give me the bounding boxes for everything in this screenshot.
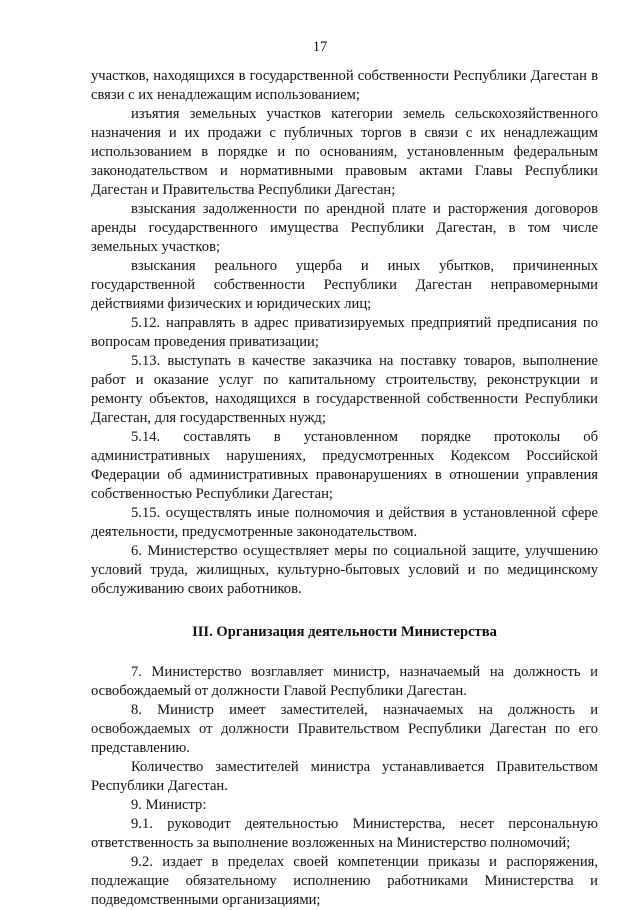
paragraph: 5.13. выступать в качестве заказчика на поставку товаров, выполнение работ и оказание услуг по капитальному строительству, реконструкции и ремонту объектов, находящихся в государственной собственности Республики Дагестан, для государственных нужд; xyxy=(91,353,598,426)
paragraph: 9.1. руководит деятельностью Министерства, несет персональную ответственность за выполнение возложенных на Министерство полномочий; xyxy=(91,816,598,851)
section-heading: III. Организация деятельности Министерства xyxy=(192,624,497,640)
paragraph: 5.12. направлять в адрес приватизируемых предприятий предписания по вопросам проведения приватизации; xyxy=(91,315,598,350)
paragraph: Количество заместителей министра устанавливается Правительством Республики Дагестан. xyxy=(91,759,598,794)
paragraphs-before-heading xyxy=(91,67,598,599)
paragraph: 9. Министр: xyxy=(131,797,207,813)
paragraph: взыскания задолженности по арендной плате и расторжения договоров аренды государственного имущества Республики Дагестан, в том числе земельных участков; xyxy=(91,201,598,255)
paragraph: участков, находящихся в государственной собственности Республики Дагестан в связи с их ненадлежащим использованием; xyxy=(91,68,598,103)
paragraph: 5.14. составлять в установленном порядке протоколы об административных нарушениях, предусмотренных Кодексом Российской Федерации об административных правонарушениях в отношении управления собственностью Республики Дагестан; xyxy=(91,429,598,502)
paragraph: изъятия земельных участков категории земель сельскохозяйственного назначения и их продажи с публичных торгов в связи с их ненадлежащим использованием в порядке и по основаниям, установленным федеральным законодательством и нормативными правовым актами Главы Республики Дагестан и Правительства Республики Дагестан; xyxy=(91,106,598,198)
paragraph: 8. Министр имеет заместителей, назначаемых на должность и освобождаемых от должности Правительством Республики Дагестан по его представлению. xyxy=(91,702,598,756)
paragraph: взыскания реального ущерба и иных убытков, причиненных государственной собственности Республики Дагестан неправомерными действиями физических и юридических лиц; xyxy=(91,258,598,312)
paragraph: 7. Министерство возглавляет министр, назначаемый на должность и освобождаемый от должности Главой Республики Дагестан. xyxy=(91,664,598,699)
paragraph: 5.15. осуществлять иные полномочия и действия в установленной сфере деятельности, предусмотренные законодательством. xyxy=(91,505,598,540)
document-body xyxy=(91,67,598,910)
page-number: 17 xyxy=(312,39,328,55)
paragraph: 6. Министерство осуществляет меры по социальной защите, улучшению условий труда, жилищных, культурно-бытовых условий и по медицинскому обслуживанию своих работников. xyxy=(91,543,598,597)
paragraph: 9.2. издает в пределах своей компетенции приказы и распоряжения, подлежащие обязательному исполнению работниками Министерства и подведомственными организациями; xyxy=(91,854,598,908)
paragraphs-after-heading xyxy=(91,663,598,910)
